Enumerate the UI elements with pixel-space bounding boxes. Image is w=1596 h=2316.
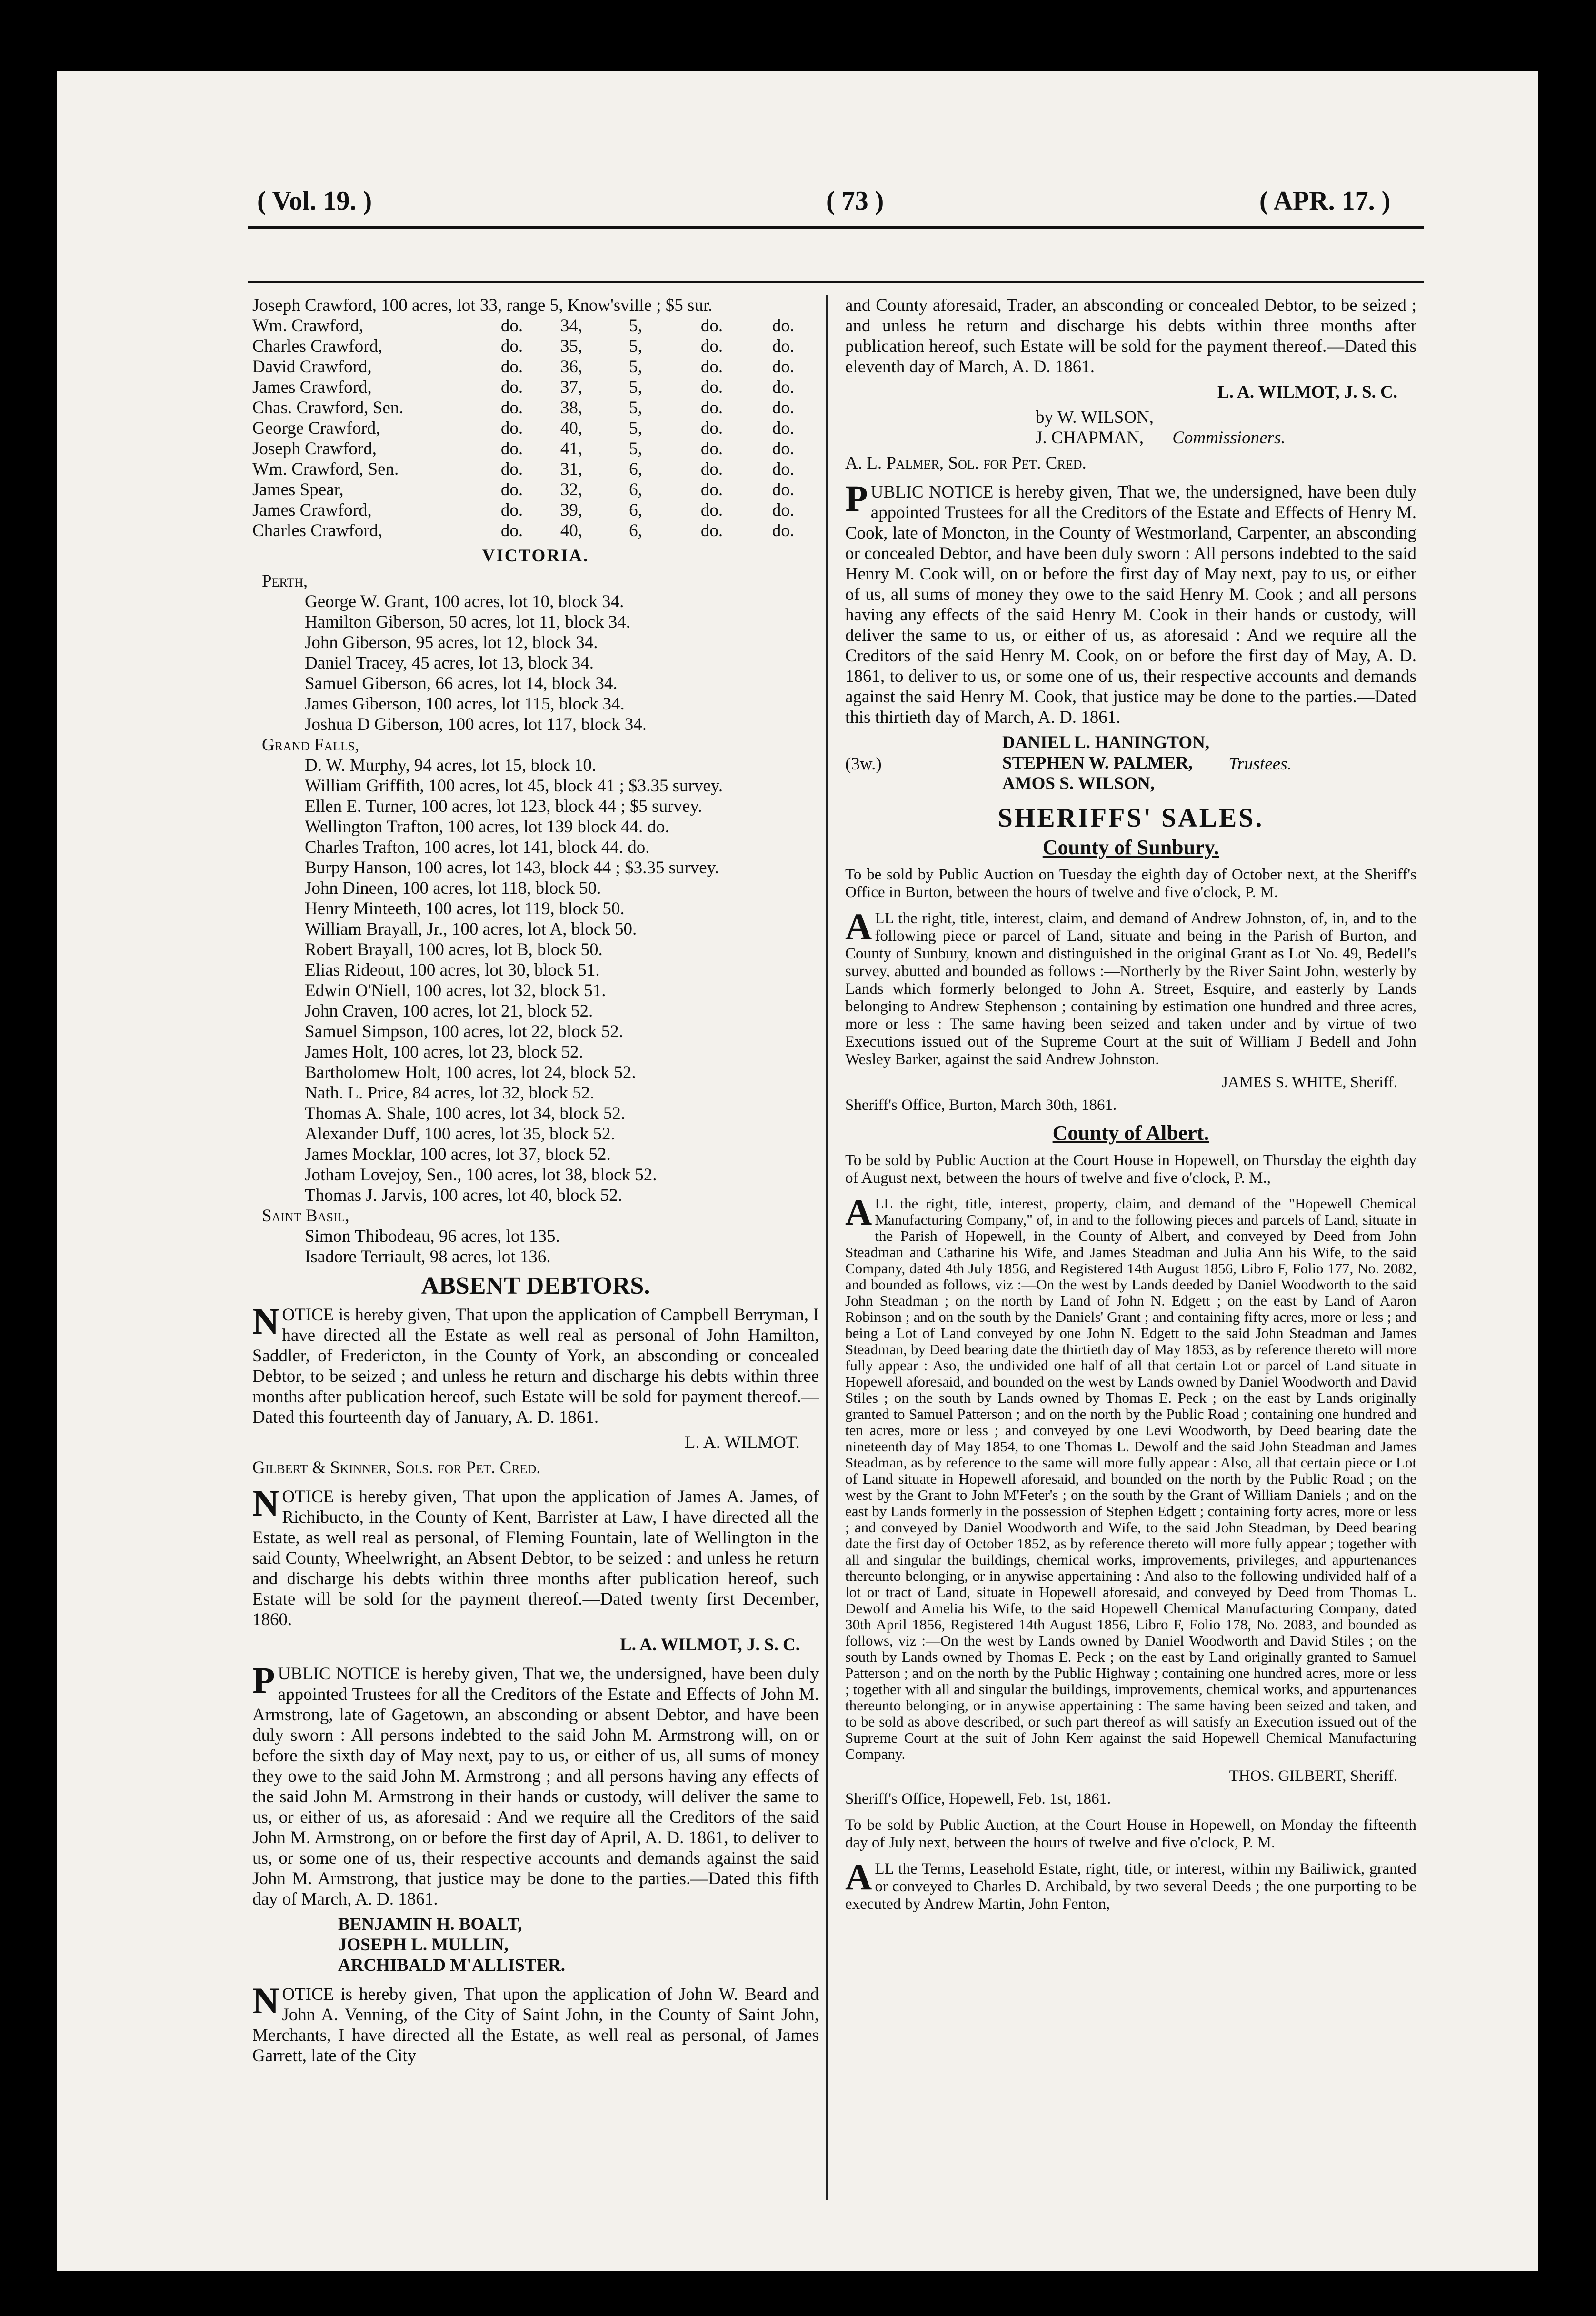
lot-entry: Samuel Simpson, 100 acres, lot 22, block 52.	[305, 1022, 624, 1041]
saint-basil-list	[305, 1226, 819, 1267]
lot-entry: John Craven, 100 acres, lot 21, block 52.	[305, 1001, 593, 1021]
right-column	[845, 295, 1416, 1913]
notice-fountain: NOTICE is hereby given, That upon the application of James A. James, of Richibucto, in the County of Kent, Barrister at Law, I have directed all the Estate, as well real as personal, of Fleming Fountain, late of Wellington in the said County, Wheelwright, an Absent Debtor, to be seized : and unless he return and discharge his debts within three months after publication hereof, such Estate will be sold for the payment thereof.—Dated twenty first December, 1860.	[252, 1482, 819, 1629]
palmer-solicitor: A. L. Palmer, Sol. for Pet. Cred.	[845, 453, 1087, 473]
crawford-row: Joseph Crawford, do. 41, 5, do. do.	[252, 439, 795, 459]
lot-entry: Elias Rideout, 100 acres, lot 30, block 51.	[305, 960, 600, 980]
notice-hamilton: NOTICE is hereby given, That upon the application of Campbell Berryman, I have directed all the Estate as well real as personal of John Hamilton, Saddler, of Fredericton, in the County of York, an absconding or concealed Debtor, to be seized ; and unless he return and discharge his debts within three months after publication hereof, such Estate will be sold for payment thereof.—Dated this fourteenth day of January, A. D. 1861.	[252, 1300, 819, 1427]
lot-entry: Isadore Terriault, 98 acres, lot 136.	[305, 1247, 551, 1267]
crawford-row: Wm. Crawford, Sen. do. 31, 6, do. do.	[252, 459, 795, 479]
lot-entry: Charles Trafton, 100 acres, lot 141, block 44. do.	[305, 838, 650, 857]
lot-entry: James Giberson, 100 acres, lot 115, block 34.	[305, 694, 625, 714]
wilmot-signature: L. A. WILMOT.	[684, 1433, 800, 1452]
lot-entry: John Giberson, 95 acres, lot 12, block 34.	[305, 633, 598, 652]
lot-entry: Joshua D Giberson, 100 acres, lot 117, block 34.	[305, 715, 647, 734]
date-header: ( APR. 17. )	[1259, 186, 1391, 216]
perth-list	[305, 591, 819, 735]
lot-entry: William Griffith, 100 acres, lot 45, block 41 ; $3.35 survey.	[305, 776, 723, 796]
crawford-row: Joseph Crawford, 100 acres, lot 33, range 5, Know'sville ; $5 sur.	[252, 296, 713, 315]
lot-entry: Robert Brayall, 100 acres, lot B, block 50.	[305, 940, 603, 959]
lot-entry: Daniel Tracey, 45 acres, lot 13, block 34.	[305, 653, 594, 673]
lot-entry: Edwin O'Niell, 100 acres, lot 32, block 51.	[305, 981, 606, 1000]
albert-date: Sheriff's Office, Hopewell, Feb. 1st, 1861.	[845, 1790, 1111, 1807]
lot-entry: Henry Minteeth, 100 acres, lot 119, block 50.	[305, 899, 625, 918]
albert-heading: County of Albert.	[1052, 1121, 1209, 1145]
sunbury-intro: To be sold by Public Auction on Tuesday the eighth day of October next, at the Sheriff's Office in Burton, between the hours of twelve and five o'clock, P. M.	[845, 866, 1416, 901]
page	[57, 71, 1538, 2271]
lot-entry: Thomas J. Jarvis, 100 acres, lot 40, block 52.	[305, 1186, 622, 1205]
crawford-row: James Crawford, do. 39, 6, do. do.	[252, 500, 795, 520]
lot-entry: Alexander Duff, 100 acres, lot 35, block 52.	[305, 1124, 615, 1144]
lot-entry: Samuel Giberson, 66 acres, lot 14, block 34.	[305, 674, 618, 693]
perth-label: Perth,	[262, 571, 308, 591]
page-number: ( 73 )	[826, 186, 884, 216]
crawford-row: Wm. Crawford, do. 34, 5, do. do.	[252, 316, 795, 336]
crawford-row: George Crawford, do. 40, 5, do. do.	[252, 419, 795, 438]
albert-intro: To be sold by Public Auction at the Court House in Hopewell, on Thursday the eighth day of August next, between the hours of twelve and five o'clock, P. M.,	[845, 1152, 1416, 1187]
lot-entry: Nath. L. Price, 84 acres, lot 32, block 52.	[305, 1083, 595, 1103]
wilmot-signature-2: L. A. WILMOT, J. S. C.	[1217, 382, 1397, 402]
notice-cook: PUBLIC NOTICE is hereby given, That we, the undersigned, have been duly appointed Trustees for all the Creditors of the Estate and Effects of Henry M. Cook, late of Moncton, in the County of Westmorland, Carpenter, an absconding or concealed Debtor, and have been duly sworn : All persons indebted to the said Henry M. Cook will, on or before the first day of May next, pay to us, or either of us, all sums of money they owe to the said Henry M. Cook ; and all persons having any effects of the said Henry M. Cook in their hands or custody, will deliver the same to us, or either of us, as aforesaid : And we require all the Creditors of the said Henry M. Cook, on or before the first day of May, A. D. 1861, to deliver to us, or some one of us, their respective accounts and demands against the said Henry M. Cook, that justice may be done to the parties.—Dated this thirtieth day of March, A. D. 1861.	[845, 478, 1416, 727]
lot-entry: William Brayall, Jr., 100 acres, lot A, block 50.	[305, 919, 637, 939]
volume-header: ( Vol. 19. )	[257, 186, 372, 216]
header-rule-top	[248, 226, 1424, 229]
header-rule-bottom	[248, 281, 1424, 283]
lot-entry: John Dineen, 100 acres, lot 118, block 50.	[305, 878, 601, 898]
crawford-list	[252, 316, 819, 541]
cook-trustees: (3w.) DANIEL L. HANINGTON, STEPHEN W. PALMER, AMOS S. WILSON, Trustees.	[845, 733, 1292, 793]
commissioners-block: by W. WILSON, J. CHAPMAN, Commissioners.	[1036, 408, 1286, 448]
armstrong-trustees: BENJAMIN H. BOALT, JOSEPH L. MULLIN, ARCHIBALD M'ALLISTER.	[338, 1915, 565, 1975]
gilbert-signature: THOS. GILBERT, Sheriff.	[1229, 1767, 1397, 1785]
hopewell-body: ALL the Terms, Leasehold Estate, right, title, or interest, within my Bailiwick, granted or conveyed to Charles D. Archibald, by two several Deeds ; the one purporting to be executed by Andrew Martin, John Fenton,	[845, 1856, 1416, 1913]
white-signature: JAMES S. WHITE, Sheriff.	[1221, 1074, 1397, 1091]
lot-entry: James Holt, 100 acres, lot 23, block 52.	[305, 1042, 583, 1062]
notice-garrett-continued: and County aforesaid, Trader, an absconding or concealed Debtor, to be seized ; and unless he return and discharge his debts within three months after publication hereof, such Estate will be sold for the payment thereof.—Dated this eleventh day of March, A. D. 1861.	[845, 296, 1416, 377]
lot-entry: D. W. Murphy, 94 acres, lot 15, block 10.	[305, 756, 597, 775]
crawford-row: David Crawford, do. 36, 5, do. do.	[252, 357, 795, 377]
sunbury-date: Sheriff's Office, Burton, March 30th, 1861.	[845, 1097, 1117, 1114]
grand-falls-label: Grand Falls,	[262, 735, 359, 755]
lot-entry: Ellen E. Turner, 100 acres, lot 123, block 44 ; $5 survey.	[305, 797, 702, 816]
column-divider	[826, 295, 828, 2200]
lot-entry: Wellington Trafton, 100 acres, lot 139 block 44. do.	[305, 817, 669, 837]
sunbury-heading: County of Sunbury.	[1042, 836, 1219, 859]
albert-body: ALL the right, title, interest, property, claim, and demand of the "Hopewell Chemical Manufacturing Company," of, in and to the following pieces and parcels of Land, situate in the Parish of Hopewell, in the County of Albert, and conveyed by Deed from John Steadman and Catharine his Wife, and James Steadman and Julia Ann his Wife, to the said Company, dated 4th July 1856, and Registered 14th August 1856, Libro F, Folio 177, No. 2082, and bounded as follows, viz :—On the west by Lands deeded by Daniel Woodworth to the said John Steadman ; on the north by Land of John N. Edgett ; on the east by Land of Aaron Robinson ; and on the south by the Daniels' Grant ; and containing fifty acres, more or less ; and being a Lot of Land conveyed by one John N. Edgett to the said John Steadman and James Steadman, by Deed bearing date the thirtieth day of May 1853, as by reference thereto will more fully appear : Aso, the undivided one half of all that certain Lot or parcel of Land situate in Hopewell aforesaid, and bounded on the west by Lands owned by Daniel Woodworth and David Stiles ; on the south by Lands owned by Thomas E. Peck ; on the east by Lands originally granted to Samuel Patterson ; and on the north by the Public Road ; containing one hundred and ten acres, more or less ; and conveyed by one Levi Woodworth, by Deed bearing date the nineteenth day of May 1854, to one Thomas L. Dewolf and the said John Steadman and James Steadman, as by reference to the same will more fully appear : Also, all that certain piece or Lot of Land situate in Hopewell aforesaid, and bounded on the north by the Public Road ; on the west by the Grant to John M'Feter's ; on the south by the Grant of William Daniels ; and on the east by Lands formerly in the possession of Stephen Edgett ; containing forty acres, more or less ; and conveyed by Daniel Woodworth and Wife, to the said John Steadman, by Deed bearing date the first day of October 1852, as by reference thereto will more fully appear ; together with all and singular the buildings, chemical works, improvements, privileges, and appurtenances thereunto belonging, or in anywise appertaining : And also to the following undivided half of a lot or tract of Land, situate in Hopewell aforesaid, and conveyed by Deed from Thomas L. Dewolf and Amelia his Wife, to the said Hopewell Chemical Manufacturing Company, dated 30th April 1856, Registered 14th August 1856, Libro F, Folio 178, No. 2083, and bounded as follows, viz :—On the west by Lands owned by Daniel Woodworth and David Stiles ; on the south by Lands owned by Thomas E. Peck ; on the east by Land originally granted to Samuel Patterson ; and on the north by the Public Highway ; containing one hundred acres, more or less ; together with all and singular the buildings, improvements, chemical works, and appurtenances thereunto belonging, or in anywise appertaining : The same having been seized and taken, and to be sold as above described, or such part thereof as will satisfy an Execution issued out of the Supreme Court at the suit of John Kerr against the said Hopewell Chemical Manufacturing Company.	[845, 1191, 1416, 1762]
left-column	[252, 295, 819, 2066]
lot-entry: Simon Thibodeau, 96 acres, lot 135.	[305, 1227, 560, 1246]
lot-entry: Thomas A. Shale, 100 acres, lot 34, block 52.	[305, 1104, 626, 1123]
saint-basil-label: Saint Basil,	[262, 1206, 349, 1226]
crawford-row: Charles Crawford, do. 40, 6, do. do.	[252, 521, 795, 540]
crawford-row: Charles Crawford, do. 35, 5, do. do.	[252, 337, 795, 356]
crawford-row: James Spear, do. 32, 6, do. do.	[252, 480, 795, 499]
hopewell-intro: To be sold by Public Auction, at the Court House in Hopewell, on Monday the fifteenth day of July next, between the hours of twelve and five o'clock, P. M.	[845, 1817, 1416, 1851]
lot-entry: Jotham Lovejoy, Sen., 100 acres, lot 38, block 52.	[305, 1165, 657, 1185]
grand-falls-list	[305, 755, 819, 1206]
lot-entry: Burpy Hanson, 100 acres, lot 143, block 44 ; $3.35 survey.	[305, 858, 719, 878]
crawford-row: James Crawford, do. 37, 5, do. do.	[252, 378, 795, 397]
notice-armstrong: PUBLIC NOTICE is hereby given, That we, the undersigned, have been duly appointed Trustees for all the Creditors of the Estate and Effects of John M. Armstrong, late of Gagetown, an absconding or absent Debtor, and have been duly sworn : All persons indebted to the said John M. Armstrong will, on or before the sixth day of May next, pay to us, or either of us, all sums of money they owe to the said John M. Armstrong ; and all persons having any effects of the said John M. Armstrong in their hands or custody, will deliver the same to us, or either of us, as aforesaid : And we require all the Creditors of the said John M. Armstrong, on or before the first day of April, A. D. 1861, to deliver to us, or some one of us, their respective accounts and demands against the said John M. Armstrong, that justice may be done to the parties.—Dated this fifth day of March, A. D. 1861.	[252, 1659, 819, 1909]
absent-debtors-heading: ABSENT DEBTORS.	[421, 1272, 650, 1299]
lot-entry: James Mocklar, 100 acres, lot 37, block 52.	[305, 1145, 611, 1164]
sunbury-body: ALL the right, title, interest, claim, and demand of Andrew Johnston, of, in, and to the following piece or parcel of Land, situate and being in the Parish of Burton, and County of Sunbury, known and distinguished in the original Grant as Lot No. 49, Bedell's survey, abutted and bounded as follows :—Northerly by the River Saint John, westerly by Lands which formerly belonged to John A. Street, Esquire, and easterly by Lands belonging to Andrew Stephenson ; containing by estimation one hundred and three acres, more or less : The same having been seized and taken under and by virtue of two Executions issued out of the Supreme Court at the suit of William J Bedell and John Wesley Barker, against the said Andrew Johnston.	[845, 906, 1416, 1068]
sheriffs-sales-heading: SHERIFFS' SALES.	[998, 803, 1264, 833]
solicitor-line: Gilbert & Skinner, Sols. for Pet. Cred.	[252, 1458, 541, 1477]
wilmot-jsc-signature: L. A. WILMOT, J. S. C.	[620, 1635, 800, 1655]
victoria-heading: VICTORIA.	[482, 546, 589, 566]
lot-entry: Bartholomew Holt, 100 acres, lot 24, block 52.	[305, 1063, 636, 1082]
notice-garrett: NOTICE is hereby given, That upon the application of John W. Beard and John A. Venning, of the City of Saint John, in the County of Saint John, Merchants, I have directed all the Estate, as well real as personal, of James Garrett, late of the City	[252, 1980, 819, 2066]
lot-entry: George W. Grant, 100 acres, lot 10, block 34.	[305, 592, 624, 611]
crawford-row: Chas. Crawford, Sen. do. 38, 5, do. do.	[252, 398, 795, 418]
lot-entry: Hamilton Giberson, 50 acres, lot 11, block 34.	[305, 612, 631, 632]
